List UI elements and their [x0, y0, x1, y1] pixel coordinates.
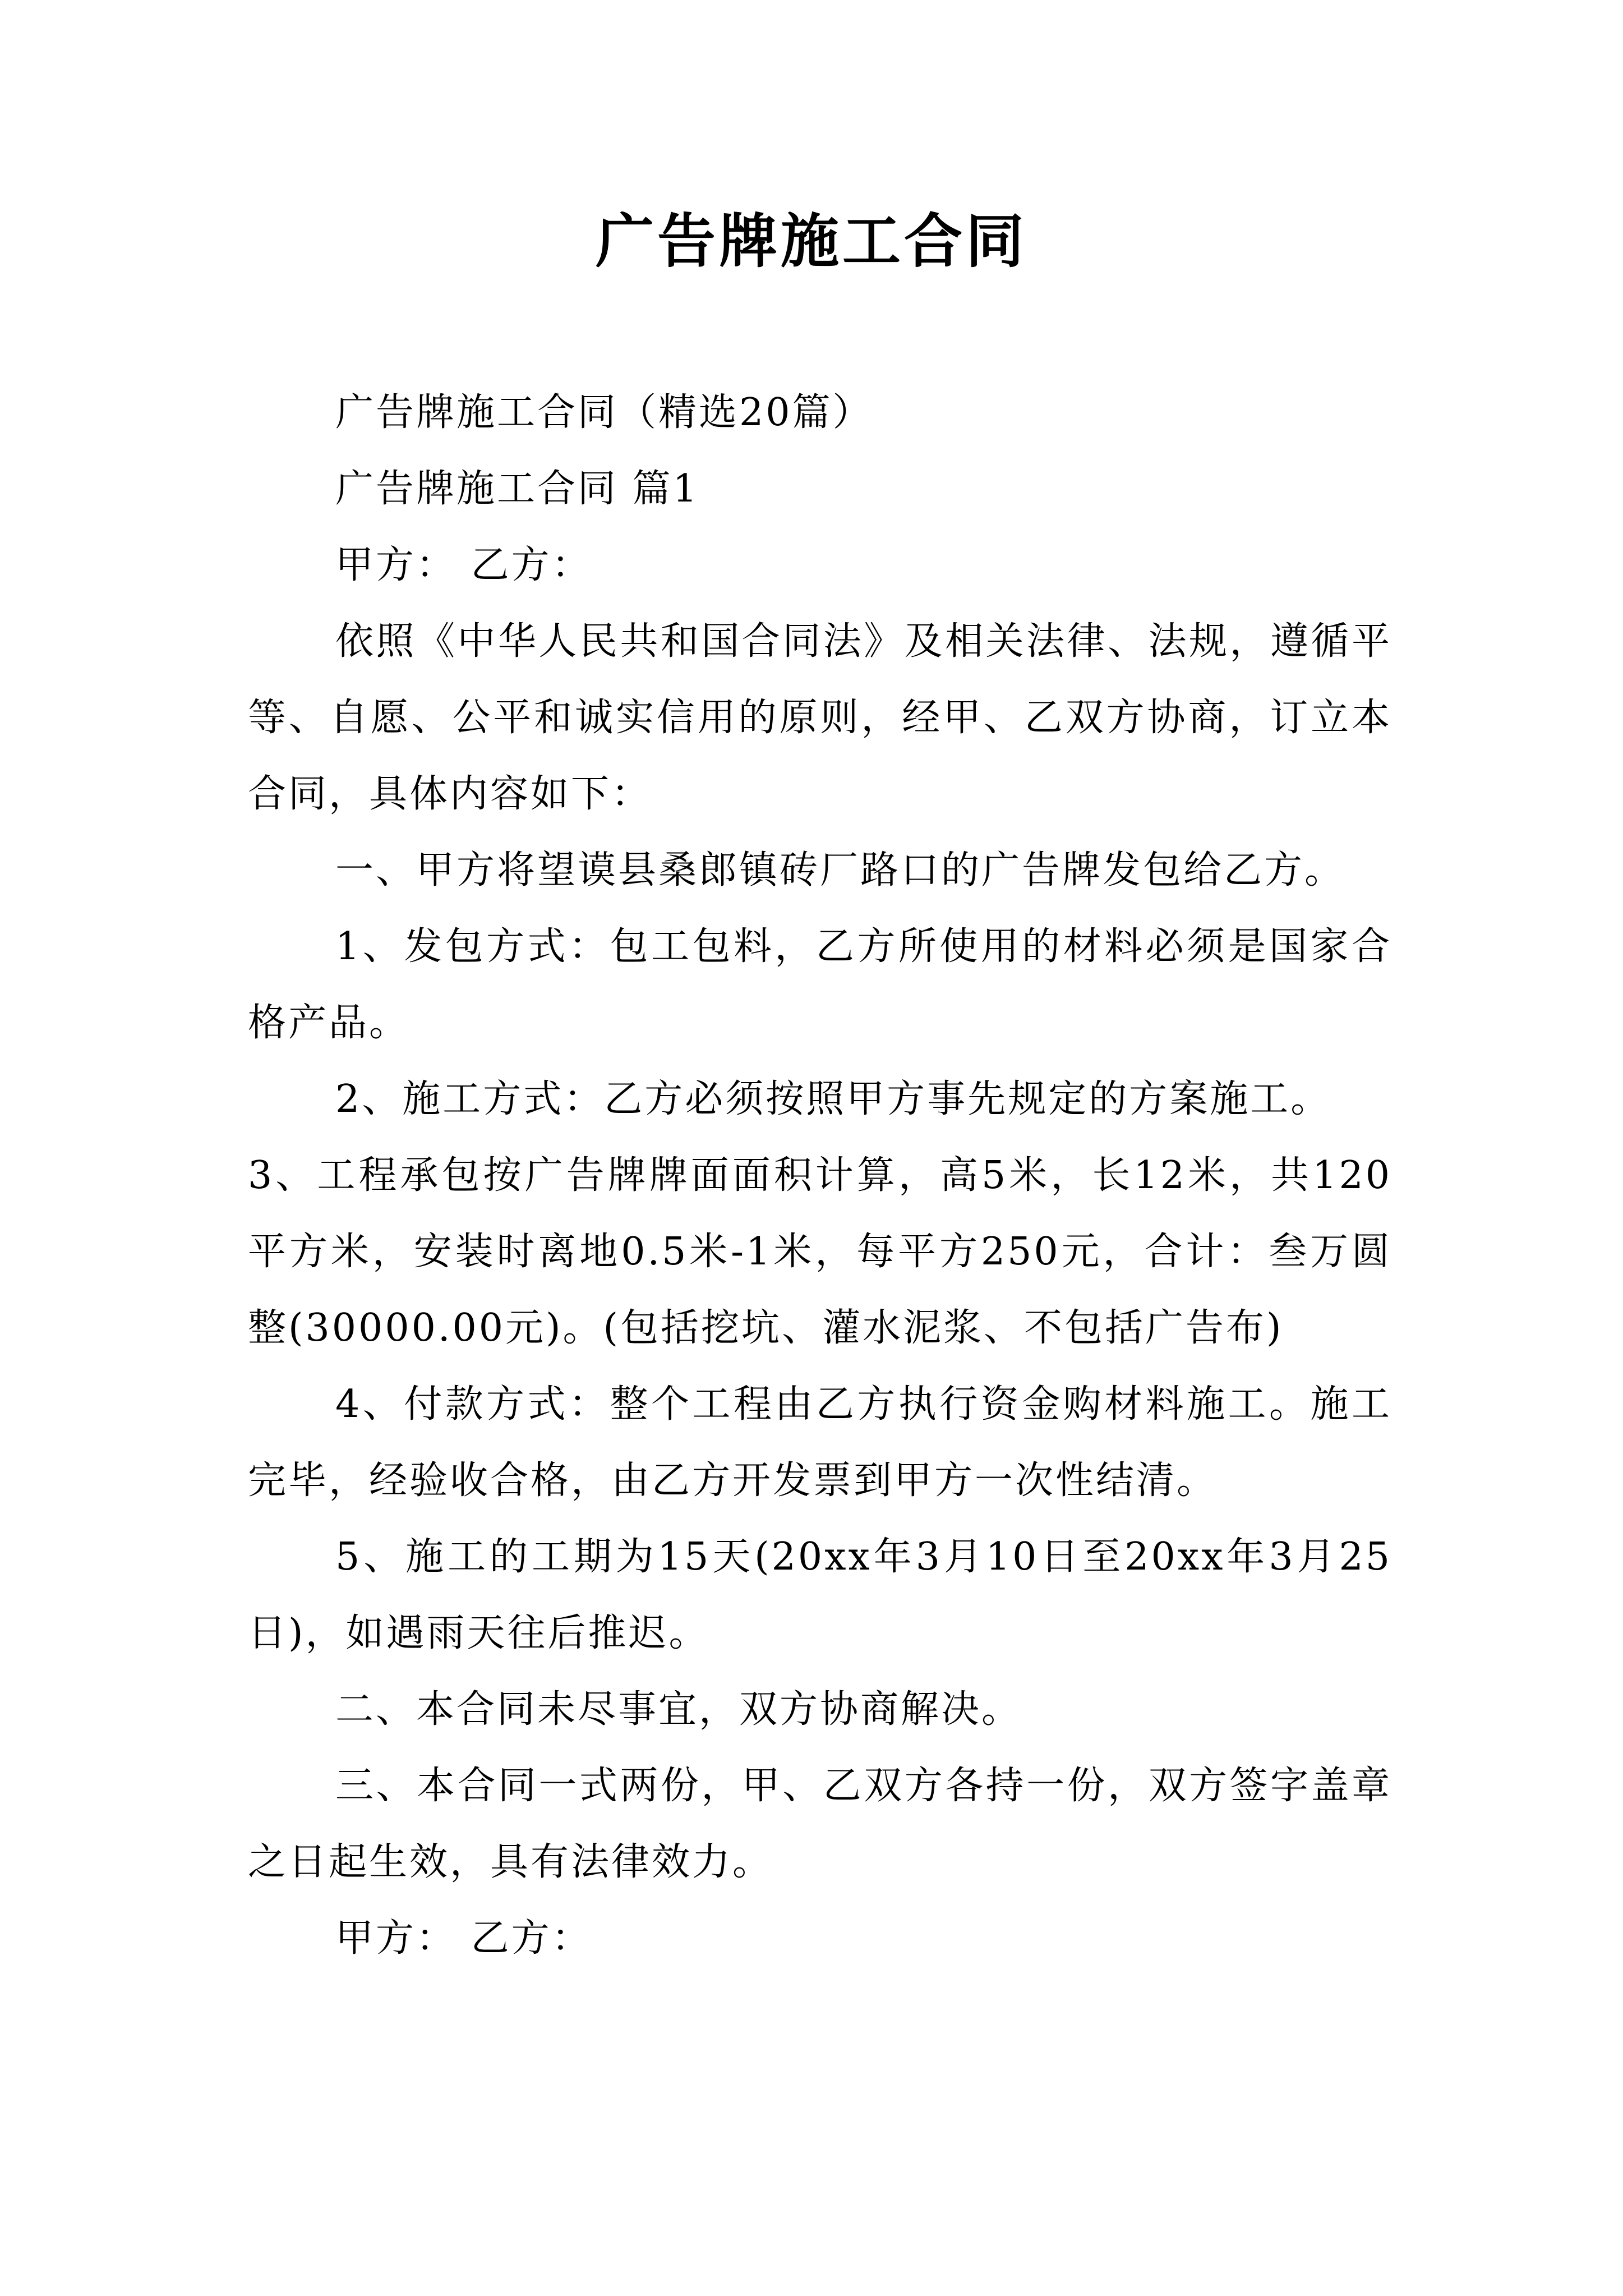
- document-body: [248, 375, 1392, 1977]
- clause-1-item-3: 3、工程承包按广告牌牌面面积计算，高5米，长12米，共120平方米，安装时离地0.5米-1米，每平方250元，合计：叁万圆整(30000.00元)。(包括挖坑、灌水泥浆、不包括广告布): [248, 1153, 1392, 1350]
- signature-line: 甲方： 乙方：: [335, 1916, 592, 1961]
- clause-2: 二、本合同未尽事宜，双方协商解决。: [335, 1687, 1022, 1732]
- clause-1-item-1: 1、发包方式：包工包料，乙方所使用的材料必须是国家合格产品。: [248, 924, 1392, 1045]
- clause-3: 三、本合同一式两份，甲、乙双方各持一份，双方签字盖章之日起生效，具有法律效力。: [248, 1764, 1392, 1884]
- clause-1: 一、甲方将望谟县桑郎镇砖厂路口的广告牌发包给乙方。: [335, 848, 1345, 892]
- clause-1-item-5: 5、施工的工期为15天(20xx年3月10日至20xx年3月25日)，如遇雨天往后推迟。: [248, 1535, 1392, 1655]
- section-heading: 广告牌施工合同 篇1: [335, 467, 699, 511]
- clause-1-item-4: 4、付款方式：整个工程由乙方执行资金购材料施工。施工完毕，经验收合格，由乙方开发票到甲方一次性结清。: [248, 1382, 1392, 1503]
- parties-line: 甲方： 乙方：: [335, 543, 592, 587]
- document-title: 广告牌施工合同: [595, 207, 1027, 275]
- collection-heading: 广告牌施工合同（精选20篇）: [335, 390, 873, 435]
- preamble-paragraph: 依照《中华人民共和国合同法》及相关法律、法规，遵循平等、自愿、公平和诚实信用的原则，经甲、乙双方协商，订立本合同，具体内容如下：: [248, 619, 1392, 816]
- clause-1-item-2: 2、施工方式：乙方必须按照甲方事先规定的方案施工。: [335, 1077, 1331, 1121]
